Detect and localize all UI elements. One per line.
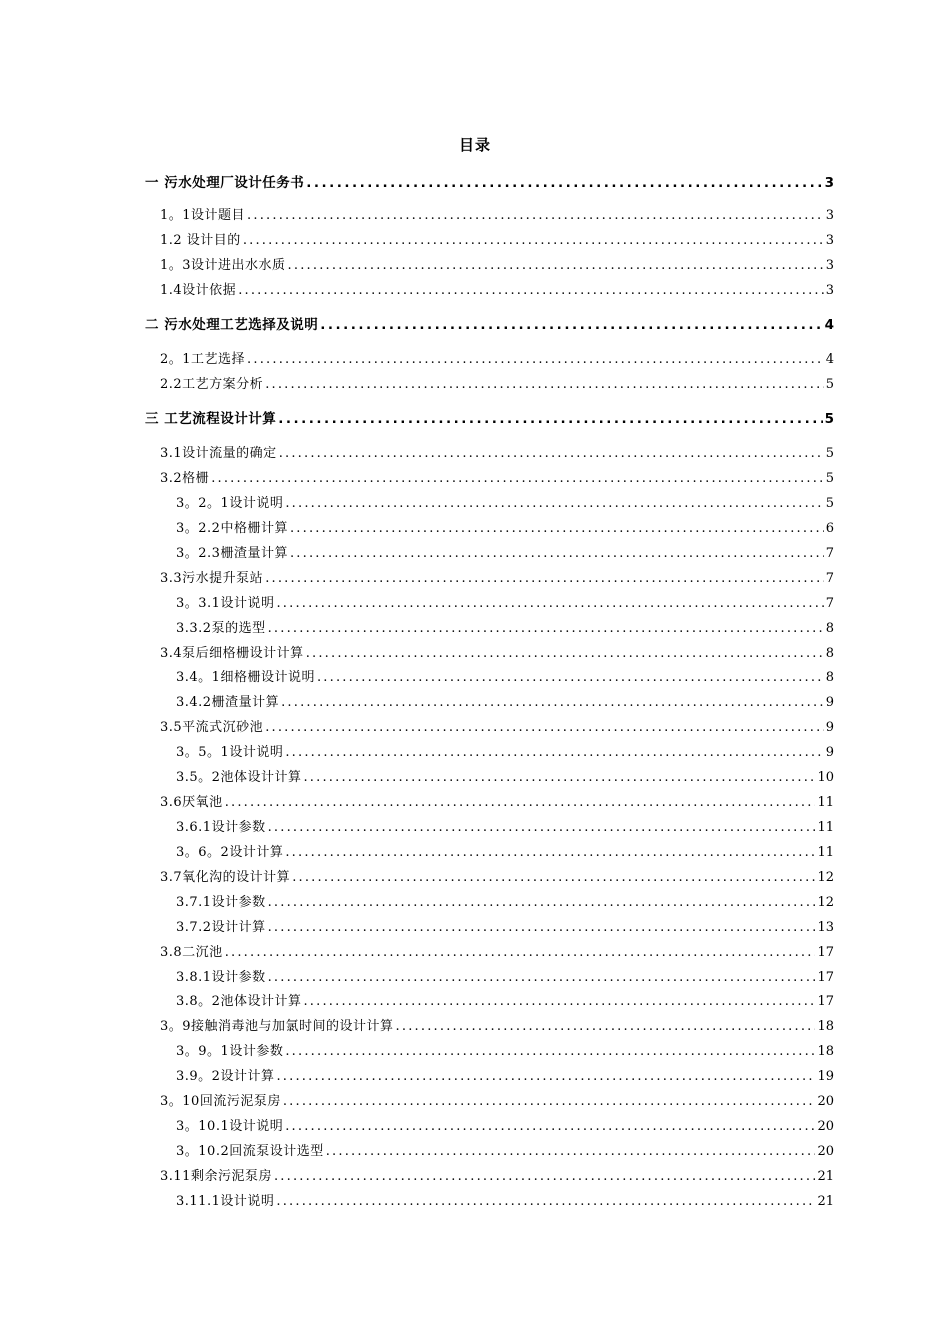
toc-page-number: 20 [817, 1144, 834, 1159]
toc-page-number: 5 [824, 411, 834, 427]
toc-dot-leader [225, 945, 816, 960]
toc-dot-leader [247, 208, 824, 223]
toc-chapter-entry[interactable] [145, 313, 834, 333]
toc-entry-text: 1。1设计题目 [160, 208, 246, 223]
toc-entry-text: 3。2。1设计说明 [176, 496, 284, 511]
toc-entry-text: 1.4设计依据 [160, 283, 237, 298]
toc-title: 目录 [458, 136, 491, 154]
toc-dot-leader [285, 1119, 815, 1134]
toc-page-number: 4 [824, 317, 834, 333]
toc-page-number: 11 [817, 845, 834, 860]
toc-section-entry[interactable] [160, 1165, 834, 1185]
toc-entry-text: 3.8。2池体设计计算 [176, 994, 302, 1009]
toc-entry-text: 3.9。2设计计算 [176, 1069, 275, 1084]
toc-section-entry[interactable] [160, 467, 834, 487]
toc-entry-text: 3。3.1设计说明 [176, 596, 275, 611]
toc-entry-text: 二 污水处理工艺选择及说明 [145, 317, 319, 333]
toc-page-number: 9 [825, 695, 834, 710]
toc-dot-leader [285, 745, 823, 760]
toc-page-number: 3 [825, 233, 834, 248]
toc-entry-text: 3。5。1设计说明 [176, 745, 284, 760]
toc-dot-leader [306, 646, 824, 661]
toc-page-number: 20 [817, 1119, 834, 1134]
toc-entry-text: 3.4泵后细格栅设计计算 [160, 646, 304, 661]
toc-entry-text: 3.8.1设计参数 [176, 970, 266, 985]
toc-dot-leader [326, 1144, 816, 1159]
toc-dot-leader [281, 695, 824, 710]
toc-entry-text: 3.5。2池体设计计算 [176, 770, 302, 785]
toc-dot-leader [276, 596, 823, 611]
toc-dot-leader [288, 258, 824, 273]
toc-dot-leader [306, 175, 822, 191]
toc-entry-text: 3.7.2设计计算 [176, 920, 266, 935]
toc-entry-text: 3。10.1设计说明 [176, 1119, 284, 1134]
toc-page-number: 10 [817, 770, 834, 785]
toc-entry-text: 3.11.1设计说明 [176, 1194, 275, 1209]
toc-section-entry[interactable] [176, 891, 834, 911]
toc-chapter-entry[interactable] [145, 171, 834, 191]
toc-dot-leader [290, 546, 824, 561]
toc-section-entry[interactable] [160, 866, 834, 886]
toc-page-number: 11 [817, 795, 834, 810]
toc-page-number: 11 [817, 820, 834, 835]
toc-entry-text: 3.7氧化沟的设计计算 [160, 870, 291, 885]
toc-section-entry[interactable] [176, 542, 834, 562]
toc-page-number: 8 [825, 621, 834, 636]
toc-dot-leader [276, 1069, 815, 1084]
toc-page-number: 13 [817, 920, 834, 935]
toc-page-number: 3 [825, 283, 834, 298]
toc-dot-leader [303, 770, 815, 785]
toc-entry-text: 3.6.1设计参数 [176, 820, 266, 835]
toc-dot-leader [320, 317, 822, 333]
toc-section-entry[interactable] [160, 373, 834, 393]
toc-section-entry[interactable] [160, 279, 834, 299]
toc-chapter-entry[interactable] [145, 407, 834, 427]
toc-page-number: 3 [824, 175, 834, 191]
toc-page-number: 7 [825, 596, 834, 611]
toc-section-entry[interactable] [176, 691, 834, 711]
toc-entry-text: 1.2 设计目的 [160, 233, 241, 248]
toc-section-entry[interactable] [160, 567, 834, 587]
toc-dot-leader [290, 521, 824, 536]
toc-entry-text: 3。10.2回流泵设计选型 [176, 1144, 324, 1159]
toc-section-entry[interactable] [160, 716, 834, 736]
toc-entry-text: 3.4.2栅渣量计算 [176, 695, 280, 710]
toc-page-number: 9 [825, 745, 834, 760]
toc-page-number: 17 [817, 970, 834, 985]
toc-page-number: 12 [817, 895, 834, 910]
toc-page-number: 17 [817, 994, 834, 1009]
toc-entry-text: 1。3设计进出水水质 [160, 258, 286, 273]
toc-section-entry[interactable] [160, 254, 834, 274]
toc-dot-leader [279, 446, 824, 461]
toc-section-entry[interactable] [176, 1140, 834, 1160]
toc-dot-leader [247, 352, 824, 367]
toc-section-entry[interactable] [176, 966, 834, 986]
toc-page-number: 17 [817, 945, 834, 960]
toc-page-number: 21 [817, 1169, 834, 1184]
toc-entry-text: 3。2.2中格栅计算 [176, 521, 288, 536]
toc-dot-leader [396, 1019, 816, 1034]
toc-section-entry[interactable] [160, 642, 834, 662]
toc-section-entry[interactable] [176, 816, 834, 836]
toc-page-number: 8 [825, 670, 834, 685]
toc-section-entry[interactable] [176, 592, 834, 612]
toc-section-entry[interactable] [176, 841, 834, 861]
toc-entry-text: 3.7.1设计参数 [176, 895, 266, 910]
toc-dot-leader [265, 571, 824, 586]
toc-entry-text: 三 工艺流程设计计算 [145, 411, 277, 427]
toc-entry-text: 3.6厌氧池 [160, 795, 223, 810]
toc-section-entry[interactable] [160, 204, 834, 224]
toc-section-entry[interactable] [176, 1040, 834, 1060]
toc-entry-text: 3。10回流污泥泵房 [160, 1094, 281, 1109]
toc-entry-text: 3。6。2设计计算 [176, 845, 284, 860]
toc-page-number: 18 [817, 1019, 834, 1034]
toc-entry-text: 3。2.3栅渣量计算 [176, 546, 288, 561]
toc-section-entry[interactable] [176, 492, 834, 512]
toc-page-number: 12 [817, 870, 834, 885]
toc-dot-leader [285, 496, 823, 511]
toc-entry-text: 3.3.2泵的选型 [176, 621, 266, 636]
toc-section-entry[interactable] [160, 229, 834, 249]
toc-dot-leader [285, 845, 815, 860]
toc-entry-text: 3.11剩余污泥泵房 [160, 1169, 272, 1184]
toc-section-entry[interactable] [160, 348, 834, 368]
toc-page-number: 5 [825, 377, 834, 392]
toc-dot-leader [265, 377, 824, 392]
toc-page-number: 9 [825, 720, 834, 735]
toc-section-entry[interactable] [176, 916, 834, 936]
toc-entry-text: 2.2工艺方案分析 [160, 377, 264, 392]
toc-section-entry[interactable] [176, 990, 834, 1010]
toc-page-number: 5 [825, 496, 834, 511]
toc-page-number: 3 [825, 208, 834, 223]
toc-page-number: 6 [825, 521, 834, 536]
toc-page-number: 21 [817, 1194, 834, 1209]
toc-dot-leader [274, 1169, 816, 1184]
toc-entry-text: 3。9。1设计参数 [176, 1044, 284, 1059]
toc-page-number: 3 [825, 258, 834, 273]
toc-entry-text: 3。9接触消毒池与加氯时间的设计计算 [160, 1019, 394, 1034]
toc-dot-leader [292, 870, 815, 885]
toc-dot-leader [317, 670, 824, 685]
toc-section-entry[interactable] [160, 1090, 834, 1110]
toc-entry-text: 3.8二沉池 [160, 945, 223, 960]
toc-dot-leader [238, 283, 824, 298]
toc-dot-leader [243, 233, 824, 248]
toc-dot-leader [285, 1044, 815, 1059]
toc-section-entry[interactable] [160, 442, 834, 462]
toc-page-number: 19 [817, 1069, 834, 1084]
toc-dot-leader [303, 994, 815, 1009]
toc-dot-leader [276, 1194, 815, 1209]
toc-entry-text: 3.2格栅 [160, 471, 210, 486]
toc-dot-leader [211, 471, 824, 486]
toc-dot-leader [225, 795, 816, 810]
toc-entry-text: 3.1设计流量的确定 [160, 446, 277, 461]
toc-entry-text: 3.5平流式沉砂池 [160, 720, 264, 735]
toc-section-entry[interactable] [176, 1065, 834, 1085]
toc-section-entry[interactable] [176, 617, 834, 637]
toc-page-number: 5 [825, 471, 834, 486]
toc-page-number: 7 [825, 571, 834, 586]
toc-section-entry[interactable] [160, 1015, 834, 1035]
toc-section-entry[interactable] [160, 791, 834, 811]
toc-entry-text: 2。1工艺选择 [160, 352, 246, 367]
toc-section-entry[interactable] [176, 741, 834, 761]
toc-dot-leader [268, 621, 824, 636]
toc-page-number: 8 [825, 646, 834, 661]
toc-entry-text: 3.4。1细格栅设计说明 [176, 670, 315, 685]
toc-section-entry[interactable] [176, 666, 834, 686]
toc-section-entry[interactable] [160, 941, 834, 961]
toc-section-entry[interactable] [176, 1190, 834, 1210]
toc-page-number: 18 [817, 1044, 834, 1059]
toc-dot-leader [265, 720, 824, 735]
toc-page-number: 7 [825, 546, 834, 561]
toc-dot-leader [278, 411, 822, 427]
toc-dot-leader [268, 970, 816, 985]
toc-page-number: 20 [817, 1094, 834, 1109]
toc-entry-text: 一 污水处理厂设计任务书 [145, 175, 305, 191]
toc-section-entry[interactable] [176, 1115, 834, 1135]
toc-entry-text: 3.3污水提升泵站 [160, 571, 264, 586]
toc-section-entry[interactable] [176, 766, 834, 786]
toc-page-number: 4 [825, 352, 834, 367]
toc-dot-leader [268, 820, 816, 835]
toc-section-entry[interactable] [176, 517, 834, 537]
toc-dot-leader [268, 920, 816, 935]
toc-dot-leader [268, 895, 816, 910]
toc-page-number: 5 [825, 446, 834, 461]
toc-dot-leader [283, 1094, 816, 1109]
